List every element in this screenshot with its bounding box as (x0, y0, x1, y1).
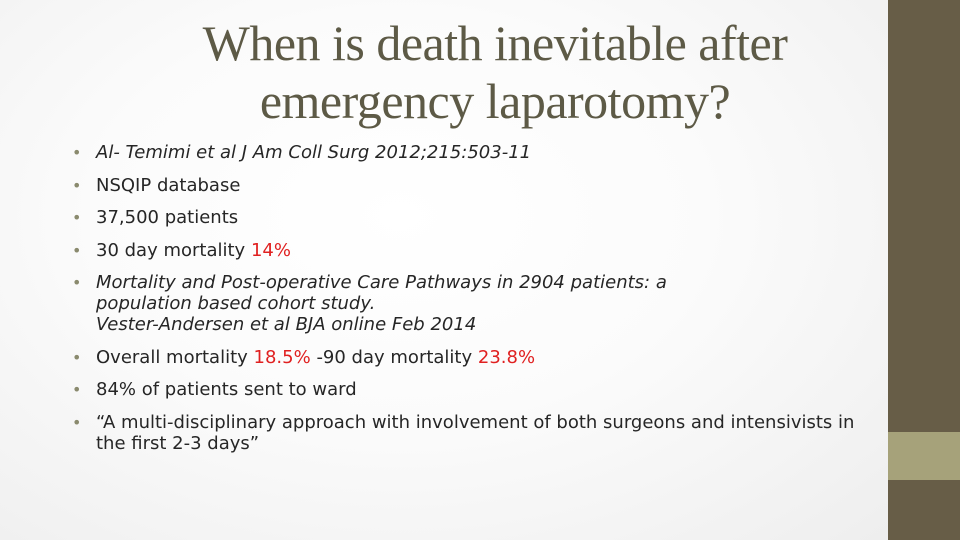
bullet-dot-icon: • (72, 347, 82, 367)
slide-title: When is death inevitable after emergency laparotomy? (202, 15, 788, 129)
citation-line: population based cohort study. (96, 293, 376, 314)
bullet-item (70, 175, 870, 196)
bullet-text: 30 day mortality (96, 239, 251, 261)
bullet-item (70, 240, 870, 261)
citation-line: Vester-Andersen et al BJA online Feb 2014 (96, 314, 477, 335)
bullet-list (70, 142, 870, 465)
bullet-text: -90 day mortality (310, 346, 478, 368)
bullet-dot-icon: • (72, 273, 82, 292)
citation-text: Al- Temimi et al J Am Coll Surg 2012;215:503-11 (96, 142, 532, 163)
bullet-item (70, 379, 870, 400)
bullet-item (70, 272, 870, 335)
citation-line: Mortality and Post-operative Care Pathways in 2904 patients: a (96, 272, 667, 293)
bullet-item (70, 347, 870, 368)
bullet-item (70, 207, 870, 228)
bullet-dot-icon: • (72, 175, 82, 195)
bullet-dot-icon: • (72, 143, 82, 162)
bullet-text: NSQIP database (96, 174, 241, 196)
bullet-item (70, 142, 870, 163)
bullet-text: 37,500 patients (96, 207, 239, 228)
quote-text: “A multi-disciplinary approach with involvement of both surgeons and intensivists in the first 2-3 days” (96, 411, 855, 454)
bullet-text: Overall mortality (96, 346, 254, 368)
sidebar-accent-highlight (888, 432, 960, 480)
bullet-item (70, 412, 870, 454)
highlight-value: 14% (250, 239, 291, 261)
bullet-dot-icon: • (72, 380, 82, 399)
bullet-text: 84% of patients sent to ward (96, 379, 357, 400)
bullet-dot-icon: • (72, 412, 82, 432)
bullet-dot-icon: • (72, 240, 82, 260)
bullet-dot-icon: • (72, 208, 82, 227)
highlight-value: 18.5% (253, 346, 311, 368)
highlight-value: 23.8% (477, 346, 536, 368)
